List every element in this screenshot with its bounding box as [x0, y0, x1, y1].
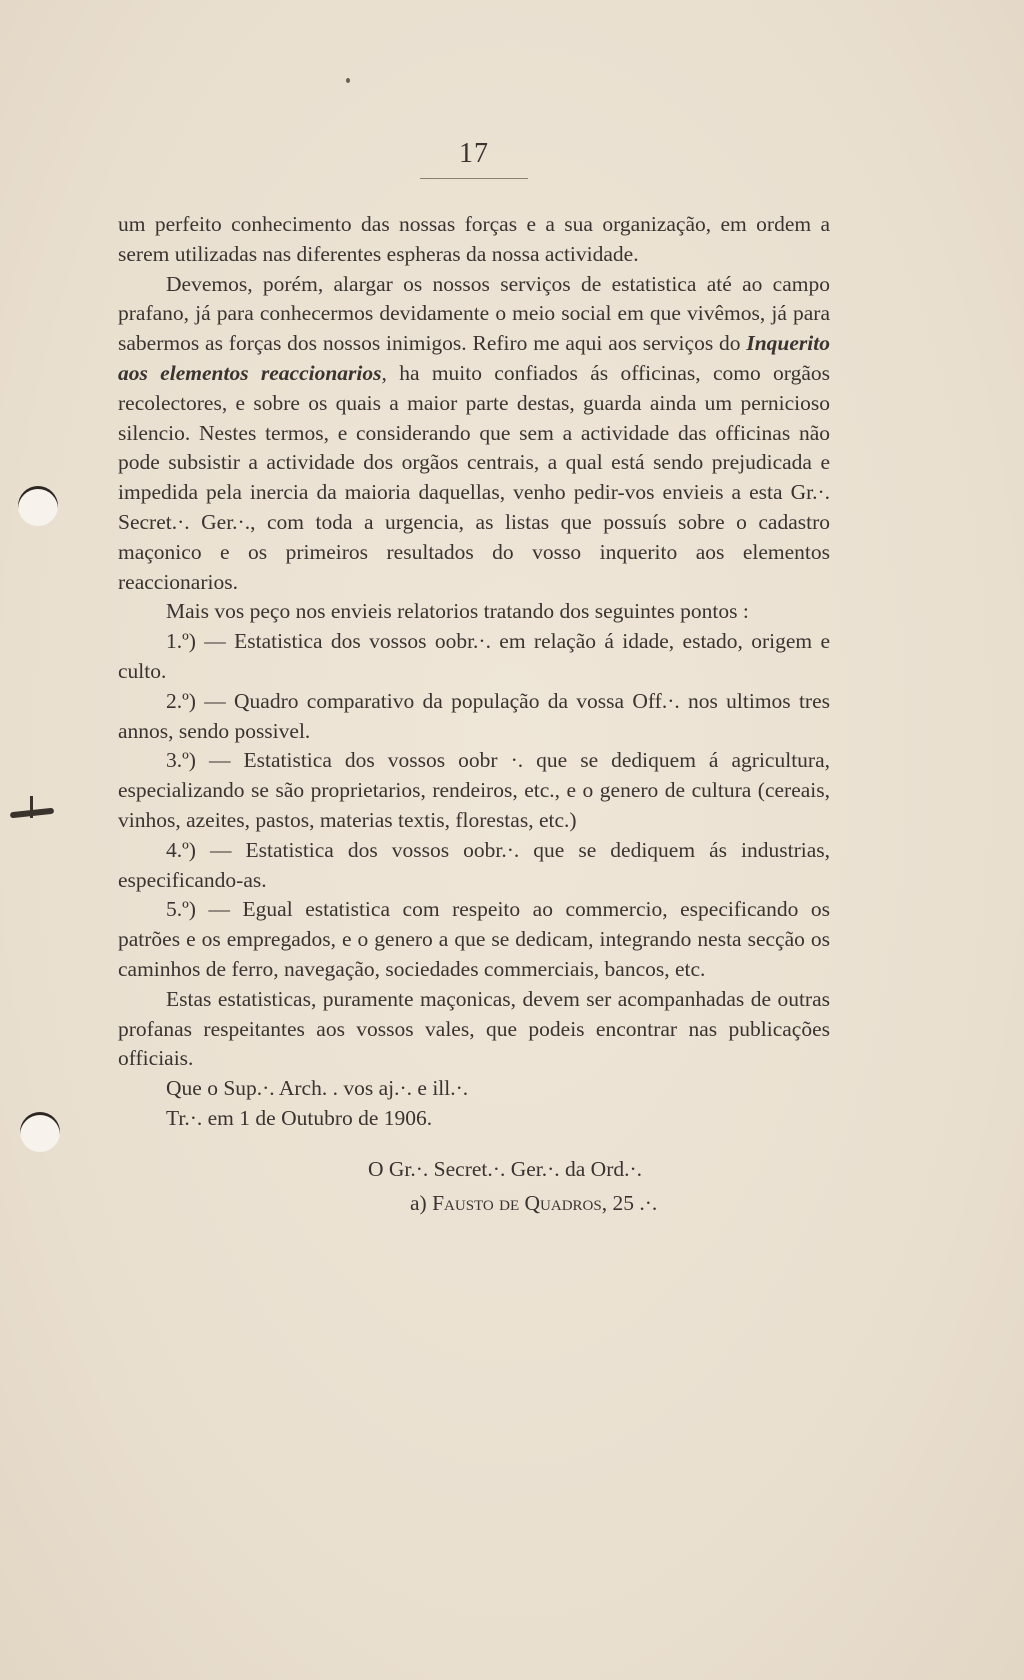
page-number: 17 [459, 138, 489, 169]
paragraph-text: Devemos, porém, alargar os nossos serviços de estatistica até ao campo prafano, já para conhecermos devidamente o meio social em que vivêmos, já para sabermos as forças dos nossos inimigos. Refiro me aqui aos serviços do [118, 271, 830, 356]
list-item: 3.º) — Estatistica dos vossos oobr ·. que se dediquem á agricultura, especializando se são proprietarios, rendeiros, etc., e o genero de cultura (cereais, vinhos, azeites, pastos, materias textis, florestas, etc.) [118, 748, 830, 832]
salutation: Que o Sup.·. Arch. . vos aj.·. e ill.·. [166, 1076, 469, 1101]
list-item: 2.º) — Quadro comparativo da população da vossa Off.·. nos ultimos tres annos, sendo possivel. [118, 688, 830, 743]
punch-hole-icon [20, 1112, 60, 1152]
letter-body [118, 210, 830, 1220]
list-item: 5.º) — Egual estatistica com respeito ao commercio, especificando os patrões e os empregados, e o genero a que se dedicam, integrando nesta secção os caminhos de ferro, navegação, sociedades commerciais, bancos, etc. [118, 897, 830, 981]
punch-hole-icon [18, 486, 58, 526]
paragraph [118, 270, 830, 598]
emphasized-title: Inquerito aos elementos reaccionarios [118, 331, 830, 385]
list-item: 4.º) — Estatistica dos vossos oobr.·. que se dediquem ás industrias, especificando-as. [118, 837, 830, 892]
signature-name-line [118, 1186, 830, 1220]
list-item: 1.º) — Estatistica dos vossos oobr.·. em relação á idade, estado, origem e culto. [118, 629, 830, 683]
signature-title: O Gr.·. Secret.·. Ger.·. da Ord.·. [368, 1156, 643, 1181]
signature-prefix: a) [410, 1190, 433, 1215]
signature-name: Fausto de Quadros [432, 1190, 602, 1215]
ink-speck [346, 78, 350, 83]
paragraph-text: , ha muito confiados ás officinas, como orgãos recolectores, e sobre os quais a maior parte destas, guarda ainda um pernicioso silencio. Nestes termos, e considerando que sem a actividade das officinas não pode subsistir a actividade dos orgãos centrais, a qual está sendo prejudicada e impedida pela inercia da maioria daquellas, venho pedir-vos envieis a esta Gr.·. Secret.·. Ger.·., com toda a urgencia, as listas que possuís sobre o cadastro maçonico e os primeiros resultados do vosso inquerito aos elementos reaccionarios. [118, 360, 830, 594]
paragraph: Estas estatisticas, puramente maçonicas, devem ser acompanhadas de outras profanas respeitantes aos vossos vales, que podeis encontrar nas publicações officiais. [118, 986, 830, 1071]
page-number-rule [420, 178, 528, 179]
signature-suffix: , 25 .·. [601, 1190, 658, 1215]
paragraph: um perfeito conhecimento das nossas forças e a sua organização, em ordem a serem utilizadas nas diferentes espheras da nossa actividade. [118, 212, 830, 266]
signature-block [118, 1152, 830, 1220]
paragraph: Mais vos peço nos envieis relatorios tratando dos seguintes pontos : [166, 599, 749, 624]
date-line: Tr.·. em 1 de Outubro de 1906. [166, 1105, 433, 1130]
